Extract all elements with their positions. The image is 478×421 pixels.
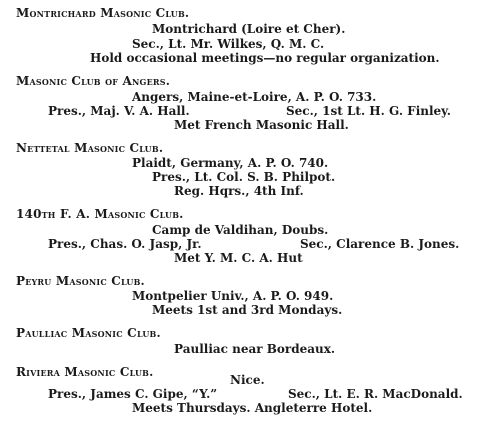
club-note: Meets Thursdays. Angleterre Hotel. <box>132 401 373 415</box>
club-location: Montrichard (Loire et Cher). <box>152 22 346 36</box>
club-title: Nettetal Masonic Club. <box>16 141 164 155</box>
club-note: Reg. Hqrs., 4th Inf. <box>174 184 304 198</box>
club-title: 140th F. A. Masonic Club. <box>16 207 184 221</box>
club-president: Pres., Chas. O. Jasp, Jr. <box>48 237 202 251</box>
club-secretary: Sec., Lt. E. R. MacDonald. <box>288 387 463 401</box>
club-note: Meets 1st and 3rd Mondays. <box>152 303 343 317</box>
club-location: Nice. <box>230 373 265 387</box>
club-location: Montpelier Univ., A. P. O. 949. <box>132 289 334 303</box>
club-title: Paulliac Masonic Club. <box>16 326 161 340</box>
club-president: Pres., Maj. V. A. Hall. <box>48 104 190 118</box>
club-location: Plaidt, Germany, A. P. O. 740. <box>132 156 329 170</box>
club-title: Peyru Masonic Club. <box>16 274 145 288</box>
club-location: Camp de Valdihan, Doubs. <box>152 223 329 237</box>
club-location: Paulliac near Bordeaux. <box>174 342 336 356</box>
club-secretary: Sec., 1st Lt. H. G. Finley. <box>286 104 451 118</box>
club-note: Met Y. M. C. A. Hut <box>174 251 303 265</box>
club-president: Pres., James C. Gipe, “Y.” <box>48 387 218 401</box>
club-location: Angers, Maine-et-Loire, A. P. O. 733. <box>132 90 377 104</box>
club-title: Masonic Club of Angers. <box>16 74 171 88</box>
club-president: Pres., Lt. Col. S. B. Philpot. <box>152 170 336 184</box>
club-note: Hold occasional meetings—no regular organization. <box>90 51 440 65</box>
club-note: Met French Masonic Hall. <box>174 118 349 132</box>
club-secretary: Sec., Lt. Mr. Wilkes, Q. M. C. <box>132 37 325 51</box>
club-title: Montrichard Masonic Club. <box>16 6 190 20</box>
club-secretary: Sec., Clarence B. Jones. <box>300 237 460 251</box>
club-title: Riviera Masonic Club. <box>16 365 154 379</box>
